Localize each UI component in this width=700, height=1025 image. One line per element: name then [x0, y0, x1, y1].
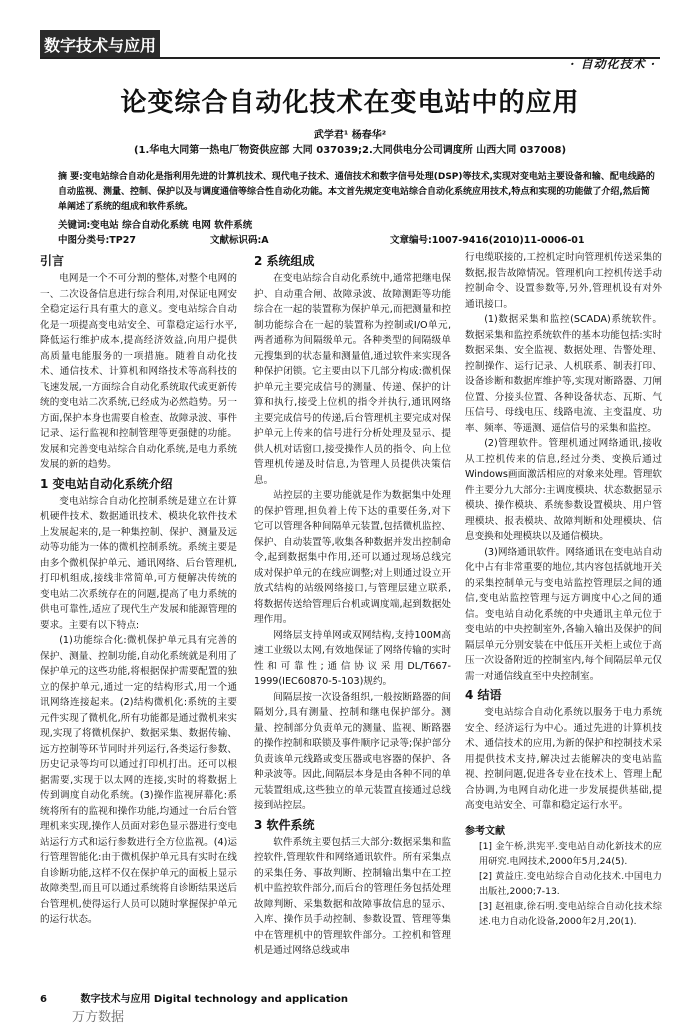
header-rule — [40, 57, 660, 59]
paragraph: 网络层支持单网或双网结构,支持100M高速工业级以太网,有效地保证了网络传输的实时性和可靠性;通信协议采用DL/T667-1999(IEC60870-5-103)规约。 — [254, 629, 451, 687]
paragraph: (1)功能综合化:微机保护单元具有完善的保护、测量、控制功能,自动化系统就是利用了保护单元的这些功能,将根据保护需要配置的独立的保护单元,通过一定的结构形式,用一个通讯网络连接起来。(2)结构微机化:系统的主要元件实现了微机化,所有功能都是通过微机来实现,实现了将微机保护、数据采集、数据传输、远方控制等环节同时并列运行,各类运行参数、历史记录等均可以通过打印机打出。还可以根据需要,实现于以太网的连接,实时的将数据上传到调度自动化系统。(3)操作监视屏幕化:系统将所有的监视和操作功能,均通过一台后台管理机来实现,操作人员面对彩色显示器进行变电站运行方式和运行参数进行全方位监视。(4)运行管理智能化:由于微机保护单元具有实时在线自诊断功能,这样不仅在保护单元的面板上显示故障类型,而且可以通过系统将自诊断结果送后台管理机,使得运行人员可以随时掌握保护单元的运行状态。 — [40, 635, 237, 925]
paragraph: 软件系统主要包括三大部分:数据采集和监控软件,管理软件和网络通讯软件。所有采集点的采集任务、事故判断、控制输出集中在工控机中监控软件部分,而后台的管理任务包括处理故障判断、采集数据和故障事故信息的显示、入库、操作员手动控制、参数设置、管理等集中在管理机中的管理软件部分。工控机和管理机是通过网络总线或串 — [254, 836, 451, 956]
references-heading: 参考文献 — [465, 825, 505, 837]
article-title: 论变综合自动化技术在变电站中的应用 — [120, 88, 580, 118]
paragraph: 电网是一个不可分割的整体,对整个电网的一、二次设备信息进行综合利用,对保证电网安全稳定运行具有重大的意义。变电站综合自动化是一项提高变电站安全、可靠稳定运行水平,降低运行维护成本,提高经济效益,向用户提供高质量电能服务的一项措施。随着自动化技术、通信技术、计算机和网络技术等高科技的飞速发展,一方面综合自动化系统取代或更新传统的变电站二次系统,已经成为必然趋势。另一方面,保护本身也需要自检查、故障录波、事件记录、运行监视和控制管理等更强健的功能。发展和完善变电站综合自动化系统,是电力系统发展的新的趋势。 — [40, 273, 237, 470]
watermark: 万方数据 — [72, 1010, 125, 1025]
paragraph: (3)网络通讯软件。网络通讯在变电站自动化中占有非常重要的地位,其内容包括就地开关的采集控制单元与变电站监控管理层之间的通信,变电站监控管理与远方调度中心之间的通信。变电站自动化系统的中央通讯主单元位于变电站的中央控制室外,各输入输出及保护的间隔层单元分别安装在中低压开关柜上或位于高压一次设备附近的控制室内,每个间隔层单元仅需一对通信线直至中央控制室。 — [465, 546, 662, 682]
column-2 — [254, 250, 451, 959]
heading-section-4: 4 结语 — [465, 688, 502, 702]
journal-name: 数字技术与应用 Digital technology and application — [80, 994, 349, 1005]
paragraph: 站控层的主要功能就是作为数据集中处理的保护管理,担负着上传下达的重要任务,对下它可以管理各种间隔单元装置,包括微机监控、保护、自动装置等,收集各种数据并发出控制命令,起到数据集中作用,还可以通过现场总线完成对保护单元的在线应调整;对上则通过设立开放式结构的站级网络接口,与管理层建立联系,将数据传送给管理后台机或调度端,起到数据处理作用。 — [254, 490, 451, 625]
section-label: · 自动化技术 · — [570, 57, 656, 71]
reference-item: [1] 金午桥,洪宪平.变电站自动化新技术的应用研究.电网技术,2000年5月,24(5). — [479, 840, 662, 867]
paragraph: 间隔层按一次设备组织,一般按断路器的间隔划分,具有测量、控制和继电保护部分。测量、控制部分负责单元的测量、监视、断路器的操作控制和联锁及事件顺序记录等;保护部分负责该单元线路或变压器或电容器的保护、各种录波等。因此,间隔层本身是由各种不同的单元装置组成,这些独立的单元装置直接通过总线接到站控层。 — [254, 691, 451, 811]
footer — [40, 990, 348, 1005]
reference-item: [3] 赵祖康,徐石明.变电站综合自动化技术综述.电力自动化设备,2000年2月,20(1). — [479, 900, 662, 927]
paragraph: (2)管理软件。管理机通过网络通讯,接收从工控机传来的信息,经过分类、变换后通过Windows画面激活相应的对象来处理。管理软件主要分九大部分:主调度模块、状态数据显示模块、操作模块、系统参数设置模块、用户管理模块、报表模块、故障判断和处理模块、信息变换和处理模块以及通信模块。 — [465, 438, 662, 542]
document-code: 文献标识码:A — [210, 235, 269, 246]
column-3 — [465, 250, 662, 929]
affiliations: (1.华电大同第一热电厂物资供应部 大同 037039;2.大同供电分公司调度所 山西大同 037008) — [133, 145, 567, 156]
section-badge: 数字技术与应用 — [40, 30, 160, 58]
page-number: 6 — [40, 994, 47, 1005]
reference-item: [2] 黄益庄.变电站综合自动化技术.中国电力出版社,2000;7-13. — [479, 870, 662, 897]
abstract: 摘 要:变电站综合自动化是指利用先进的计算机技术、现代电子技术、通信技术和数字信号处理(DSP)等技术,实现对变电站主要设备和输、配电线路的自动监视、测量、控制、保护以及与调度通信等综合性自动化功能。本文首先规定变电站综合自动化系统应用技术,特点和实现的功能做了介绍,然后简单阐述了系统的组成和软件系统。 — [58, 172, 655, 212]
column-1 — [40, 250, 237, 928]
article-number: 文章编号:1007-9416(2010)11-0006-01 — [390, 235, 585, 246]
authors: 武学君¹ 杨春华² — [313, 130, 387, 141]
paragraph: 在变电站综合自动化系统中,通常把继电保护、自动重合闸、故障录波、故障测距等功能综合在一起的装置称为保护单元,而把测量和控制功能综合在一起的装置称为控制或I/O单元,两者通称为间隔级单元。各种类型的间隔级单元搜集到的状态量和测量值,通过软件来实现各种保护闭锁。它主要由以下几部分构成:微机保护单元主要完成信号的测量、传递、保护的计算和执行,接受上位机的指令并执行,通讯网络主要完成信号的传递,后台管理机主要完成对保护单元上传来的信号进行分析处理及显示、提供人机对话窗口,接受操作人员的指令、向上位管理机传递及时信息,为管理人员提供决策信息。 — [254, 273, 451, 486]
keywords: 关键词:变电站 综合自动化系统 电网 软件系统 — [58, 220, 253, 231]
clc-number: 中图分类号:TP27 — [58, 235, 136, 246]
heading-section-3: 3 软件系统 — [254, 817, 315, 832]
paragraph: 变电站综合自动化系统以服务于电力系统安全、经济运行为中心。通过先进的计算机技术、通信技术的应用,为新的保护和控制技术采用提供技术支持,解决过去能解决的变电站监视、控制问题,促进各专业在技术上、管理上配合协调,为电网自动化进一步发展提供基础,提高变电站安全、可靠和稳定运行水平。 — [465, 707, 662, 811]
paragraph: 行电缆联接的,工控机定时向管理机传送采集的数据,报告故障情况。管理机向工控机传送手动控制命令、设置参数等,另外,管理机设有对外通讯接口。 — [465, 252, 662, 310]
paragraph: (1)数据采集和监控(SCADA)系统软件。数据采集和监控系统软件的基本功能包括:实时数据采集、安全监视、数据处理、告警处理、控制操作、运行记录、人机联系、制表打印、设备诊断和数据库维护等,实现对断路器、刀闸位置、分接头位置、各种设备状态、瓦斯、气压信号、母线电压、线路电流、主变温度、功率、频率、等遥测、遥信信号的采集和监控。 — [465, 314, 662, 434]
heading-section-2: 2 系统组成 — [254, 254, 315, 268]
paragraph: 变电站综合自动化控制系统是建立在计算机硬件技术、数据通讯技术、模块化软件技术上发展起来的,是一种集控制、保护、测量及远动等功能为一体的微机控制系统。系统主要是由多个微机保护单元、通讯网络、后台管理机,打印机组成,接线非常简单,可方便解决传统的变电站二次系统存在的问题,提高了电力系统的供电可靠性,适应了现代生产发展和能源管理的要求。主要有以下特点: — [40, 495, 237, 631]
heading-intro: 引言 — [40, 254, 65, 268]
heading-section-1: 1 变电站自动化系统介绍 — [40, 476, 173, 491]
